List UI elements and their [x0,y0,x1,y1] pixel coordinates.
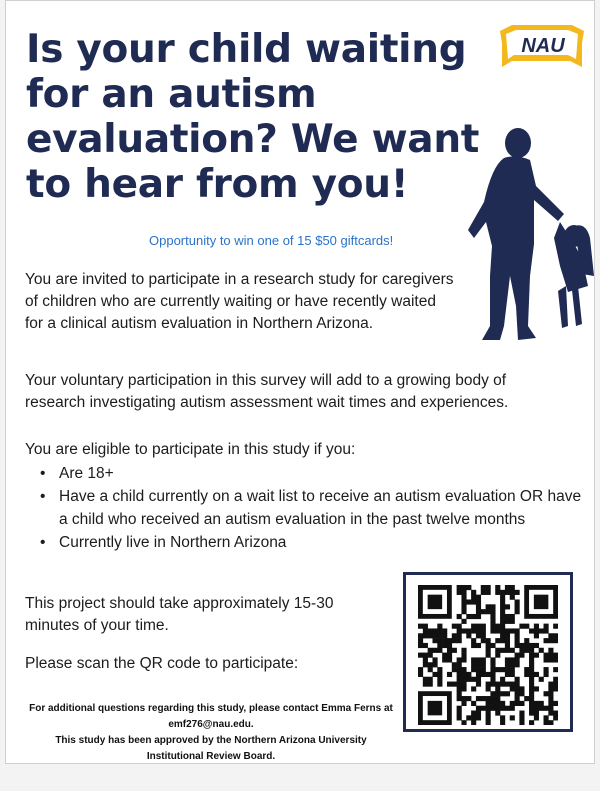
headline: Is your child waiting for an autism evaluation? We want to hear from you! [26,27,480,207]
flyer-page [5,0,595,764]
purpose-paragraph: Your voluntary participation in this survey will add to a growing body of research investigating autism assessment wait times and experiences. [25,372,509,411]
parent-child-silhouette-icon [456,126,596,351]
list-item: • Have a child currently on a wait list to receive an autism evaluation OR have a child who received an autism evaluation in the past twelve months [25,485,585,531]
duration-paragraph: This project should take approximately 15-30 minutes of your time. [25,595,334,634]
list-item: • Currently live in Northern Arizona [25,531,585,554]
approval-note: This study has been approved by the Northern Arizona University Institutional Review Board. [55,735,367,762]
intro-paragraph: You are invited to participate in a research study for caregivers of children who are currently waiting or have recently waited for a clinical autism evaluation in Northern Arizona. [25,271,454,332]
logo-text: NAU [521,35,565,57]
contact-note: For additional questions regarding this study, please contact Emma Ferns at emf276@nau.edu. [29,703,393,730]
bullet-icon: • [40,488,46,505]
scan-prompt: Please scan the QR code to participate: [25,655,299,672]
eligibility-heading: You are eligible to participate in this study if you: [25,441,356,458]
eligibility-list [25,462,585,554]
footer [26,701,396,765]
giftcard-note: Opportunity to win one of 15 $50 giftcards! [149,233,394,248]
bullet-icon: • [40,465,46,482]
nau-logo [496,21,588,73]
qr-code-frame[interactable] [403,572,573,732]
bullet-icon: • [40,534,46,551]
list-item: • Are 18+ [25,462,585,485]
qr-code-icon [418,585,558,725]
